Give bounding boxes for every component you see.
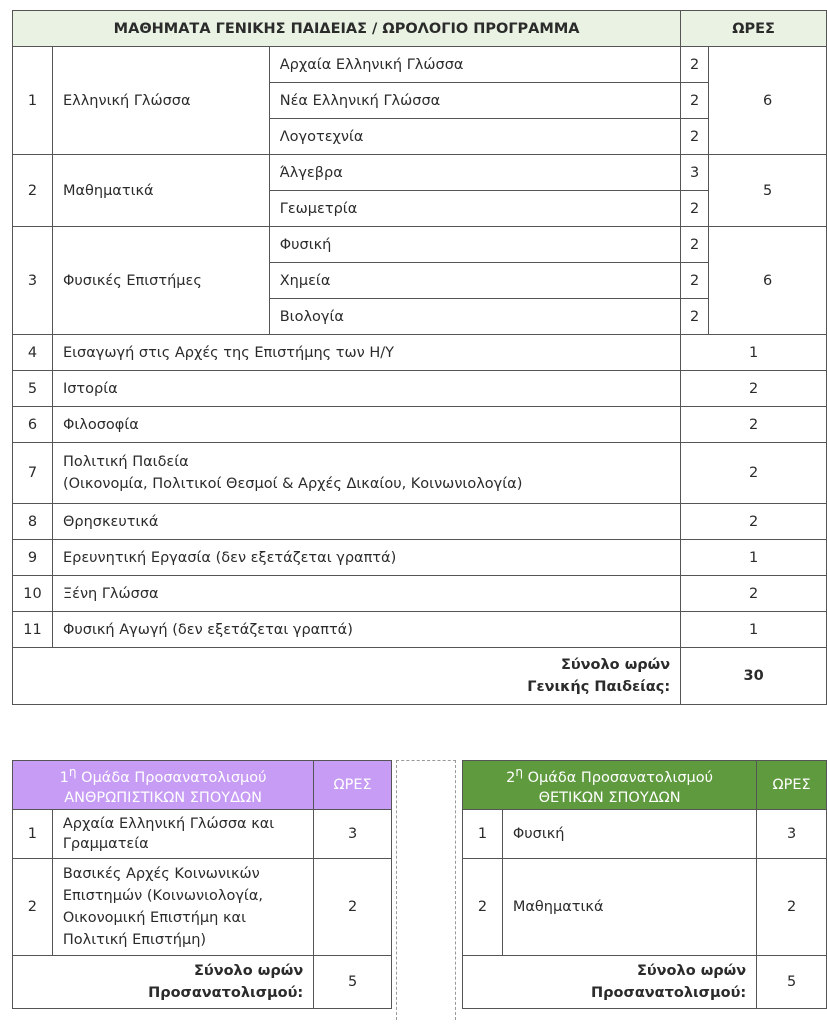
group1-total-value: 5 bbox=[314, 956, 392, 1009]
total-label-line1: Σύνολο ωρών bbox=[194, 963, 304, 979]
sub-hours: 2 bbox=[681, 263, 709, 299]
subject-name-multiline bbox=[52, 443, 680, 504]
row-number: 7 bbox=[13, 443, 53, 504]
subject-subtitle: (Οικονομία, Πολιτικοί Θεσμοί & Αρχές Δικαίου, Κοινωνιολογία) bbox=[62, 476, 523, 492]
group2-total-value: 5 bbox=[757, 956, 827, 1009]
subject-name: Φυσική bbox=[502, 810, 756, 859]
general-total-label bbox=[13, 648, 681, 705]
group1-title-line1: Ομάδα Προσανατολισμού bbox=[76, 769, 267, 786]
row-number: 2 bbox=[13, 859, 53, 956]
group1-title bbox=[13, 761, 314, 810]
group1-title-superscript: η bbox=[68, 765, 77, 780]
dashed-separator bbox=[396, 760, 456, 1020]
row-number: 1 bbox=[463, 810, 503, 859]
subject-name: Ιστορία bbox=[52, 371, 680, 407]
subject-name: Ξένη Γλώσσα bbox=[52, 576, 680, 612]
subject-hours: 3 bbox=[314, 810, 392, 859]
group2-hours-header: ΩΡΕΣ bbox=[757, 761, 827, 810]
group2-title-line2: ΘΕΤΙΚΩΝ ΣΠΟΥΔΩΝ bbox=[538, 789, 681, 806]
row-number: 1 bbox=[13, 47, 53, 155]
row-number: 2 bbox=[13, 155, 53, 227]
table-title: ΜΑΘΗΜΑΤΑ ΓΕΝΙΚΗΣ ΠΑΙΔΕΙΑΣ / ΩΡΟΛΟΓΙΟ ΠΡΟΓΡΑΜΜΑ bbox=[13, 11, 681, 47]
sub-hours: 2 bbox=[681, 299, 709, 335]
subject-hours: 2 bbox=[681, 576, 827, 612]
subject-hours: 2 bbox=[681, 407, 827, 443]
row-number: 4 bbox=[13, 335, 53, 371]
group1-hours-header: ΩΡΕΣ bbox=[314, 761, 392, 810]
subject-name: Πολιτική Παιδεία bbox=[62, 454, 189, 470]
group2-title bbox=[463, 761, 757, 810]
sub-hours: 2 bbox=[681, 47, 709, 83]
sub-subject: Φυσική bbox=[269, 227, 680, 263]
subject-hours: 2 bbox=[681, 371, 827, 407]
row-number: 3 bbox=[13, 227, 53, 335]
sub-hours: 2 bbox=[681, 119, 709, 155]
subject-name: Εισαγωγή στις Αρχές της Επιστήμης των Η/Υ bbox=[52, 335, 680, 371]
row-number: 6 bbox=[13, 407, 53, 443]
subject-total-hours: 5 bbox=[709, 155, 827, 227]
group2-title-number: 2 bbox=[506, 769, 516, 786]
sub-subject: Λογοτεχνία bbox=[269, 119, 680, 155]
row-number: 2 bbox=[463, 859, 503, 956]
sub-subject: Γεωμετρία bbox=[269, 191, 680, 227]
subject-name: Ερευνητική Εργασία (δεν εξετάζεται γραπτά) bbox=[52, 540, 680, 576]
general-total-value: 30 bbox=[681, 648, 827, 705]
subject-hours: 1 bbox=[681, 612, 827, 648]
group1-title-number: 1 bbox=[59, 769, 69, 786]
subject-name: Μαθηματικά bbox=[502, 859, 756, 956]
subject-name: Ελληνική Γλώσσα bbox=[52, 47, 269, 155]
hours-header: ΩΡΕΣ bbox=[681, 11, 827, 47]
sub-subject: Χημεία bbox=[269, 263, 680, 299]
sub-subject: Βιολογία bbox=[269, 299, 680, 335]
subject-hours: 3 bbox=[757, 810, 827, 859]
row-number: 9 bbox=[13, 540, 53, 576]
total-label-line1: Σύνολο ωρών bbox=[636, 963, 747, 979]
sub-hours: 2 bbox=[681, 83, 709, 119]
subject-total-hours: 6 bbox=[709, 227, 827, 335]
subject-hours: 2 bbox=[314, 859, 392, 956]
group2-total-label bbox=[463, 956, 757, 1009]
subject-name: Φυσικές Επιστήμες bbox=[52, 227, 269, 335]
row-number: 11 bbox=[13, 612, 53, 648]
sub-subject: Νέα Ελληνική Γλώσσα bbox=[269, 83, 680, 119]
subject-name: Μαθηματικά bbox=[52, 155, 269, 227]
general-education-table bbox=[12, 10, 827, 705]
group2-title-line1: Ομάδα Προσανατολισμού bbox=[523, 769, 714, 786]
subject-name: Θρησκευτικά bbox=[52, 504, 680, 540]
row-number: 5 bbox=[13, 371, 53, 407]
subject-hours: 1 bbox=[681, 335, 827, 371]
group1-total-label bbox=[13, 956, 314, 1009]
sub-hours: 2 bbox=[681, 191, 709, 227]
subject-hours: 2 bbox=[681, 443, 827, 504]
subject-total-hours: 6 bbox=[709, 47, 827, 155]
subject-hours: 2 bbox=[757, 859, 827, 956]
subject-name: Φιλοσοφία bbox=[52, 407, 680, 443]
subject-hours: 2 bbox=[681, 504, 827, 540]
sub-subject: Άλγεβρα bbox=[269, 155, 680, 191]
group1-title-line2: ΑΝΘΡΩΠΙΣΤΙΚΩΝ ΣΠΟΥΔΩΝ bbox=[64, 789, 262, 806]
orientation-group-humanities-table bbox=[12, 760, 392, 1009]
subject-name: Βασικές Αρχές Κοινωνικών Επιστημών (Κοινωνιολογία, Οικονομική Επιστήμη και Πολιτική Επιστήμη) bbox=[52, 859, 313, 956]
subject-name: Αρχαία Ελληνική Γλώσσα και Γραμματεία bbox=[52, 810, 313, 859]
row-number: 10 bbox=[13, 576, 53, 612]
row-number: 8 bbox=[13, 504, 53, 540]
total-label-line1: Σύνολο ωρών bbox=[560, 657, 671, 673]
group2-title-superscript: η bbox=[515, 765, 524, 780]
subject-hours: 1 bbox=[681, 540, 827, 576]
sub-hours: 3 bbox=[681, 155, 709, 191]
row-number: 1 bbox=[13, 810, 53, 859]
orientation-group-sciences-table bbox=[462, 760, 827, 1009]
total-label-line2: Γενικής Παιδείας: bbox=[527, 679, 671, 695]
sub-hours: 2 bbox=[681, 227, 709, 263]
total-label-line2: Προσανατολισμού: bbox=[591, 985, 747, 1001]
total-label-line2: Προσανατολισμού: bbox=[148, 985, 304, 1001]
sub-subject: Αρχαία Ελληνική Γλώσσα bbox=[269, 47, 680, 83]
subject-name: Φυσική Αγωγή (δεν εξετάζεται γραπτά) bbox=[52, 612, 680, 648]
